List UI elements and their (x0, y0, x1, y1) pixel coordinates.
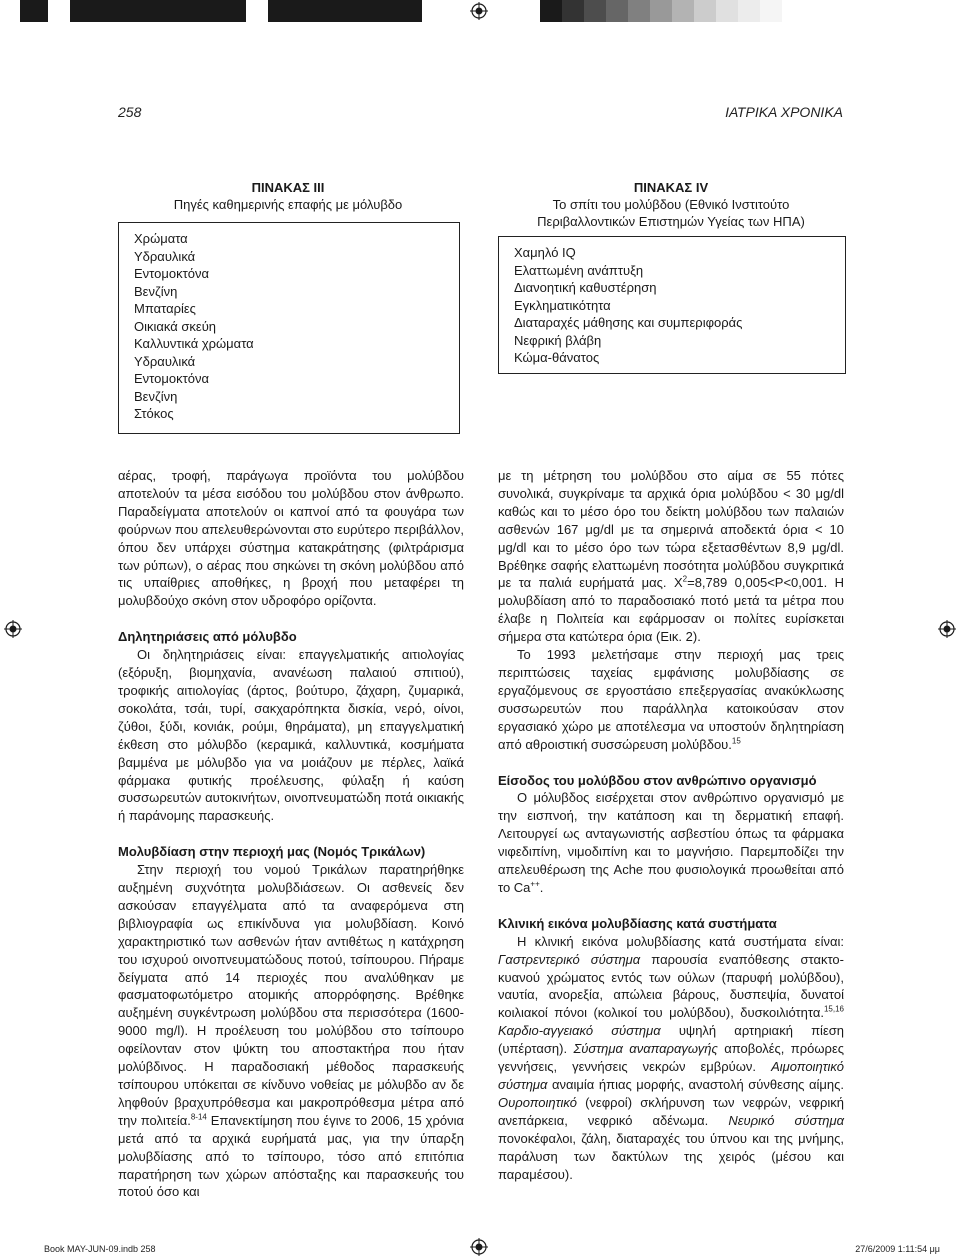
left-column (118, 467, 464, 1201)
left-paragraph-3 (118, 861, 464, 1201)
citation: 15,16 (823, 1005, 844, 1015)
right-paragraph-3-text: Ο μόλυβδος εισέρχεται στον ανθρώπινο οργανισμό με την εισπνοή, την κατάποση και τη δερματική επαφή. Λειτουργεί ως ανταγωνιστής ασβεστίου όπως τα φάρμακα νιφεδιπίνη, νιμοδιπίνη και το μαγνήσιο. Παρεμποδίζει την απελευθέρωση της Ache που φυσιολογικά προωθείται από το Ca (498, 790, 844, 895)
right-paragraph-2 (498, 646, 844, 753)
text-run: αναιμία ήπιας μορφής, αναστολή σύνθεσης αίμης. (547, 1077, 844, 1092)
table3-header (118, 179, 458, 213)
footer-file: Book MAY-JUN-09.indb 258 (44, 1244, 156, 1254)
table3-item: Μπαταρίες (134, 301, 196, 316)
system-term: Σύστημα αναπαραγωγής (573, 1041, 718, 1057)
table4-item: Νεφρική βλάβη (514, 332, 602, 348)
right-paragraph-3 (498, 789, 844, 896)
text-run: αποβολές, πρόωρες γεννήσεις, γεννήσεις νεκρών εμβρύων. (498, 1041, 845, 1075)
citation: 8-14 (190, 1112, 207, 1122)
table4-item: Ελαττωμένη ανάπτυξη (514, 262, 644, 278)
superscript: ++ (530, 879, 540, 889)
table4-item: Εγκληματικότητα (514, 297, 611, 313)
table3-item: Στόκος (134, 406, 174, 421)
table3-box (118, 222, 460, 434)
text-run: πονοκέφαλοι, ζάλη, διαταραχές του ύπνου και της μνήμης, παράλυση των δακτύλων της χειρός (μέσου και παραμέσου). (498, 1130, 844, 1182)
text-run: υψηλή αρτηριακή πίεση (υπέρταση). (498, 1023, 844, 1057)
section-heading-entry: Είσοδος του μολύβδου στον ανθρώπινο οργανισμό (498, 772, 817, 788)
left-paragraph-1: αέρας, τροφή, παράγωγα προϊόντα του μολύβδου αποτελούν τα μέσα εισόδου του μολύβδου στον άνθρωπο. Παραδείγματα αποτελούν οι καπνοί από τα φουγάρα των φούρνων που απελευθερώνονται στο ευρύτερο περιβάλλον, όπου δεν υπάρχει σύστημα κατακράτησης (φιλτράρισμα των ρύπων), ο αέρας που σηκώνει τη σκόνη μολύβδου από τις υπαίθριες αποθήκες, η βροχή που μεταφέρει τη μολυβδούχο σκόνη στον υδροφόρο ορίζοντα. (118, 468, 464, 609)
footer-date: 27/6/2009 1:11:54 μμ (855, 1244, 940, 1254)
section-heading-poisoning: Δηλητηριάσεις από μόλυβδο (118, 629, 297, 645)
right-paragraph-4 (498, 933, 844, 1184)
table3-list (119, 223, 459, 423)
table3-item: Εντομοκτόνα (134, 266, 209, 281)
table3-item: Βενζίνη (134, 388, 178, 404)
table4-title: ΠΙΝΑΚΑΣ ΙV (633, 180, 709, 195)
registration-mark-icon (470, 2, 488, 20)
table4-header (498, 179, 844, 230)
table4-item: Χαμηλό IQ (514, 245, 576, 260)
table3-item: Καλλυντικά χρώματα (134, 336, 254, 351)
registration-mark-icon (938, 620, 956, 638)
system-term: Νευρικό σύστημα (728, 1112, 844, 1128)
registration-mark-icon (470, 1238, 488, 1256)
table3-item: Εντομοκτόνα (134, 371, 209, 386)
section-heading-trikala: Μολυβδίαση στην περιοχή μας (Νομός Τρικάλων) (118, 844, 426, 860)
system-term: Αιμοποιητικό σύστημα (498, 1059, 844, 1092)
table3-item: Υδραυλικά (134, 353, 196, 369)
table3-subtitle: Πηγές καθημερινής επαφής με μόλυβδο (173, 197, 403, 212)
right-paragraph-1-text: με τη μέτρηση του μολύβδου στο αίμα σε 55 πότες συνολικά, συγκρίναμε τα αρχικά όρια μολύβδου < 30 μg/dl καθώς και το μέσο όρο του δείκτη μολύβδου των παλαιών ασθενών 167 μg/dl με τα σημερινά αποδεκτά όρια < 10 μg/dl και το μέσο όρο των τώρα εξετασθέντων 8,9 μg/dl. Βρέθηκε σαφής ελαττωμένη ποσότητα μολύβδου συγκριτικά με τα παλιά ευρήματά μας. Χ (498, 468, 844, 591)
right-paragraph-1 (498, 467, 844, 646)
right-column (498, 467, 844, 1183)
table4-item: Διανοητική καθυστέρηση (514, 280, 657, 295)
left-paragraph-3-text: Στην περιοχή του νομού Τρικάλων παρατηρήθηκε αυξημένη συχνότητα μολυβδιάσεων. Οι ασθενείς δεν ασκούσαν επαγγέλματα από τα αναφερόμενα στη βιβλιογραφία ως επικίνδυνα για μολυβδίαση. Κοινό χαρακτηριστικό των ασθενών ήταν αντιθέτως η κατάχρηση του ισχυρού οινοπνευματώδους ποτού, τσίπουρου. Πήραμε δείγματα από 14 περιοχές που αναλύθηκαν με φασματοφωτόμετρο ατομικής απορρόφησης. Βρέθηκε αυξημένη συγκέντρωση μολύβδου στα περισσότερα (1600-9000 mg/l). Η προέλευση του μολύβδου στο τσίπουρο οφείλονταν στον ψύκτη του αποστακτήρα που ήταν μολύβδινος. Η παραδοσιακή μέθοδος παρασκευής τσίπουρου υπόκειται σε κίνδυνο νοθείας με μόλυβδο αν δε ληφθούν βραχυπρόθεσμα και μακροπρόθεσμα μέτρα από την πολιτεία. (118, 862, 464, 1128)
table4-item: Κώμα-θάνατος (514, 350, 600, 365)
registration-mark-icon (4, 620, 22, 638)
page-number: 258 (118, 104, 142, 120)
table3-item: Οικιακά σκεύη (134, 318, 217, 334)
section-heading-clinical: Κλινική εικόνα μολυβδίασης κατά συστήματα (498, 915, 777, 931)
system-term: Γαστρεντερικό σύστημα (498, 951, 641, 967)
table3-item: Υδραυλικά (134, 248, 196, 264)
journal-title: ΙΑΤΡΙΚΑ ΧΡΟΝΙΚΑ (725, 104, 843, 120)
table4-list (499, 237, 845, 367)
text-run: παρουσία εναπόθεσης στακτο-κυανού χρώματος εντός των ούλων (παρυφή μολύβδου), ναυτία, ανορεξία, απώλεια βάρους, δυσπεψία, δυνατοί κοιλιακοί πόνοι (κολικοί του μολύβδου), δυσκοιλιότητα. (498, 951, 844, 1021)
text-run: (νεφροί) σκλήρυνση των νεφρών, νεφρική ανεπάρκεια, νεφρικό αδένωμα. (498, 1094, 844, 1128)
right-paragraph-2-text: Το 1993 μελετήσαμε στην περιοχή μας τρεις περιπτώσεις ταχείας εμφάνισης μολυβδίασης σε εργαζόμενους σε εργοστάσιο επεξεργασίας ανακύκλωσης συσσωρευτών που παράλληλα κατοικούσαν στον εργασιακό χώρο με αποτέλεσμα να υποστούν δηλητηρίαση από αθροιστική συσσώρευση μολύβδου. (498, 647, 844, 752)
table4-item: Διαταραχές μάθησης και συμπεριφοράς (514, 315, 743, 330)
citation: 15 (731, 736, 741, 746)
table3-title: ΠΙΝΑΚΑΣ ΙΙΙ (251, 180, 325, 195)
table4-subtitle-2: Περιβαλλοντικών Επιστημών Υγείας των ΗΠΑ) (537, 214, 805, 229)
right-paragraph-1-text-cont: =8,789 0,005<P<0,001. Η μολυβδίαση από το παραδοσιακό ποτό μετά τα μέτρα που έλαβε η Πολιτεία και εφάρμοσαν οι πολίτες ευρίσκεται σήμερα στα κατώτερα όρια (Εικ. 2). (498, 575, 845, 645)
left-paragraph-3-text-cont: Επανεκτίμηση που έγινε το 2006, 15 χρόνια μετά από τα αρχικά ευρήματά μας, για την ύπαρξη μολυβδίασης από το τσίπουρο, τόσο από επιτόπια παρατήρηση των χώρων απόσταξης και παρασκευής του ποτού όσο και (118, 1112, 464, 1200)
table4-subtitle-1: Το σπίτι του μολύβδου (Εθνικό Ινστιτούτο (552, 197, 790, 212)
table4-box (498, 236, 846, 374)
left-paragraph-2: Οι δηλητηριάσεις είναι: επαγγελματικής αιτιολογίας (εξόρυξη, βιομηχανία, ανανέωση παλαιού σπιτιού), τροφικής αιτιολογίας (άρτος, βούτυρο, ζάχαρη, ζυμαρικά, σοκολάτα, τσάι, τυρί, σακχαρόπηκτα δισκία, νερό, οίνοι, ζύθοι, ξύδι, κονιάκ, ρούμι, θηράματα), μη επαγγελματική έκθεση στο μόλυβδο (κεραμικά, καλλυντικά, κοσμήματα βαμμένα με μόλυβδο για να μοιάζουν με πέρλες, λαϊκά φάρμακα φυτικής προέλευσης, φύλαξη ή καύση συσσωρευτών αυτοκινήτων, οινοπνευματώδη ποτά οικιακής ή παράνομης παρασκευής. (118, 647, 464, 824)
table3-item: Βενζίνη (134, 283, 178, 299)
text-run: Η κλινική εικόνα μολυβδίασης κατά συστήματα είναι: (517, 933, 844, 949)
right-paragraph-3-end: . (539, 879, 544, 895)
system-term: Ουροποιητικό (498, 1094, 577, 1110)
table3-item: Χρώματα (134, 231, 188, 246)
system-term: Καρδιο-αγγειακό σύστημα (498, 1023, 661, 1039)
superscript: 2 (682, 575, 688, 585)
